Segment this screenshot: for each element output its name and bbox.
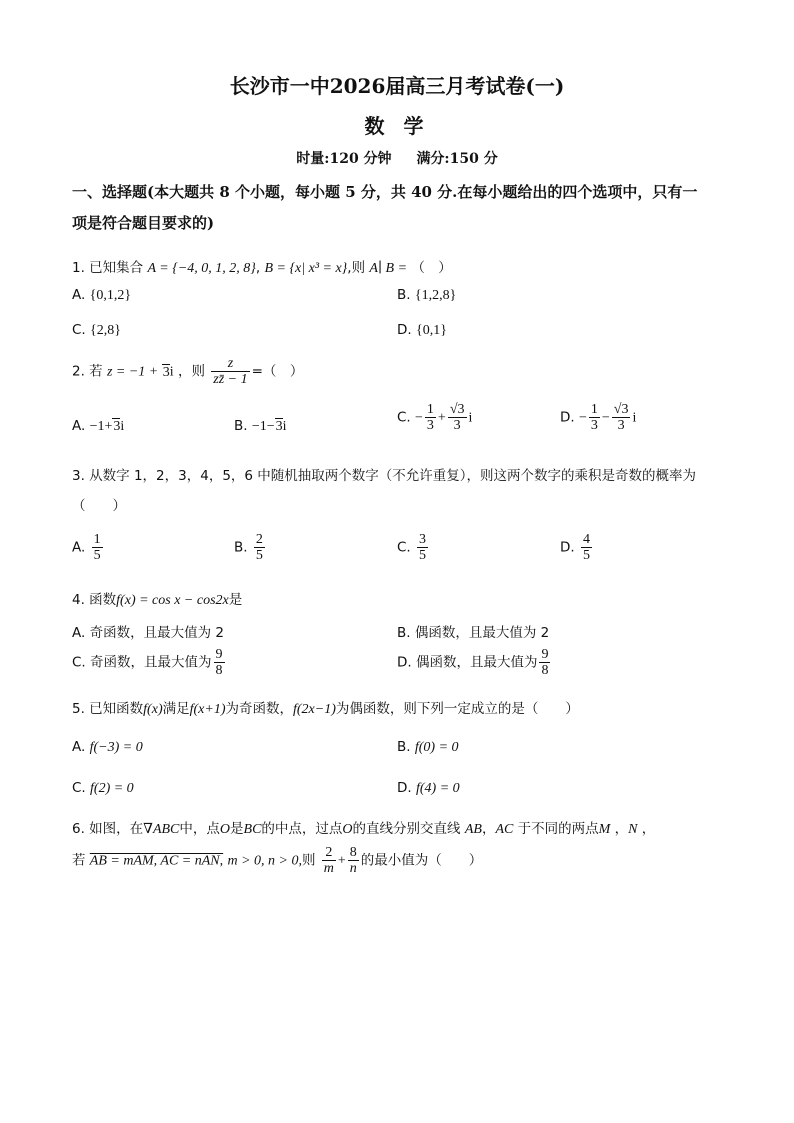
- q1-b-text: {1,2,8}: [414, 288, 457, 303]
- option-label: B.: [397, 287, 411, 303]
- q2-d-sign: −: [578, 410, 587, 426]
- q6-text-a: 中，点: [179, 821, 220, 837]
- option-label: A.: [72, 539, 86, 556]
- option-label: A.: [72, 418, 86, 434]
- question-3-stem-line1: 3. 从数字 1，2，3，4，5，6 中随机抽取两个数字（不允许重复），则这两个数字的乘积是奇数的概率为: [72, 468, 697, 484]
- q2-option-a[interactable]: [72, 418, 124, 435]
- q5-option-b[interactable]: [397, 739, 459, 756]
- frac-den: 8: [215, 663, 223, 678]
- q5-mid1: 满足: [162, 701, 190, 717]
- frac-num: 1: [93, 532, 101, 547]
- q1-sep: ,: [255, 260, 265, 276]
- frac-den: 5: [93, 548, 101, 563]
- q3-b-frac: [254, 532, 265, 563]
- q2-c-frac1: [425, 402, 436, 433]
- frac-den: 8: [541, 663, 549, 678]
- q6-frac2: [348, 845, 359, 876]
- q2-sqrt: 3: [162, 364, 170, 380]
- q5-f: f(x): [143, 702, 163, 717]
- q4-option-c[interactable]: [72, 647, 227, 678]
- q6-positivity: m > 0, n > 0,: [227, 853, 302, 869]
- q2-eq: =（ ）: [251, 363, 304, 380]
- frac-num: 1: [590, 402, 598, 417]
- q6-triangle: ∇ABC: [143, 822, 180, 837]
- q4-func: f(x) = cos x − cos2x: [116, 593, 229, 608]
- frac-den: n: [349, 861, 357, 876]
- frac-num: 3: [419, 532, 427, 547]
- q2-d-minus: −: [601, 410, 610, 426]
- q6-text-d: 的直线分别交直线: [352, 821, 461, 837]
- q4-option-b[interactable]: [397, 621, 549, 641]
- q6-text-e: 于不同的两点: [517, 821, 599, 837]
- q6-if: 若: [72, 852, 86, 869]
- frac-num: 2: [322, 845, 336, 861]
- q5-b-text: f(0) = 0: [414, 740, 459, 755]
- q5-c-text: f(2) = 0: [90, 781, 134, 796]
- q1-paren: （ ）: [411, 260, 452, 276]
- full-score: 满分:150 分: [416, 151, 498, 167]
- q3-option-b[interactable]: [234, 532, 267, 563]
- frac-den: 3: [453, 418, 461, 433]
- q6-frac1: [322, 845, 336, 876]
- q6-text-b: 是: [230, 821, 244, 837]
- q4-d-frac: [539, 647, 550, 678]
- q5-option-c[interactable]: [72, 780, 134, 797]
- q6-end1: ，: [641, 821, 656, 837]
- frac-num: 9: [541, 647, 549, 662]
- q1-set-b: B = {x| x³ = x}: [264, 261, 348, 276]
- frac-den: 3: [426, 418, 434, 433]
- q3-option-a[interactable]: [72, 532, 105, 563]
- q2-option-d[interactable]: [560, 402, 636, 433]
- q2-b-sqrt: 3: [275, 419, 283, 434]
- q1-option-a[interactable]: [72, 287, 131, 304]
- question-4-stem: [72, 588, 242, 609]
- q6-end2: 的最小值为（ ）: [360, 852, 483, 869]
- frac-den: 5: [419, 548, 427, 563]
- question-6-stem-line1: [72, 817, 655, 838]
- q2-then: ，则: [177, 363, 205, 380]
- option-label: B.: [397, 739, 411, 755]
- section-heading-line1: 一、选择题(本大题共 8 个小题，每小题 5 分，共 40 分.在每小题给出的四个选项中，只有一: [72, 183, 698, 201]
- q2-option-c[interactable]: [397, 402, 472, 433]
- q1-option-b[interactable]: [397, 287, 456, 304]
- time-limit: 时量:120 分钟: [296, 151, 392, 167]
- q1-c-text: {2,8}: [90, 323, 121, 338]
- frac-num: √3: [613, 402, 629, 417]
- frac-den: 3: [617, 418, 625, 433]
- q6-point-o-2: O: [342, 822, 353, 837]
- option-label: D.: [397, 780, 412, 796]
- option-label: A.: [72, 739, 86, 755]
- frac-num: 4: [582, 532, 590, 547]
- q1-option-d[interactable]: [397, 322, 447, 339]
- q1-set-a: A = {−4, 0, 1, 2, 8}: [147, 261, 256, 276]
- q1-expr: A∣ B =: [369, 261, 408, 276]
- q4-c-frac: [214, 647, 225, 678]
- option-label: D.: [560, 409, 575, 426]
- option-label: B.: [397, 625, 411, 641]
- q1-d-text: {0,1}: [415, 323, 447, 338]
- q2-c-plus: +: [437, 410, 446, 426]
- q1-a-text: {0,1,2}: [89, 288, 132, 303]
- q4-a-text: 奇函数，且最大值为 2: [89, 625, 224, 641]
- question-2-stem: [72, 356, 303, 387]
- q4-option-d[interactable]: [397, 647, 552, 678]
- q4-option-a[interactable]: [72, 621, 224, 641]
- q4-d-text: 偶函数，且最大值为: [415, 654, 538, 671]
- q2-a-i: i: [120, 419, 125, 434]
- question-3-stem-line2: （ ）: [72, 498, 126, 514]
- q1-suffix: ,则: [347, 260, 366, 276]
- q5-option-d[interactable]: [397, 780, 460, 797]
- q5-d-text: f(4) = 0: [415, 781, 460, 796]
- q6-plus: +: [337, 853, 346, 869]
- q5-f1: f(x+1): [189, 702, 226, 717]
- option-label: C.: [397, 409, 411, 426]
- option-label: C.: [72, 322, 86, 338]
- section-heading-line2: 项是符合题目要求的): [72, 214, 215, 232]
- frac-den: 5: [582, 548, 590, 563]
- q1-prefix: 1. 已知集合: [72, 260, 144, 276]
- q5-option-a[interactable]: [72, 739, 143, 756]
- option-label: C.: [72, 780, 86, 796]
- q6-then: 则: [301, 852, 316, 869]
- frac-num: 9: [215, 647, 223, 662]
- option-label: A.: [72, 287, 86, 303]
- frac-num: 8: [349, 845, 357, 860]
- option-label: C.: [397, 539, 411, 556]
- frac-den: 3: [590, 418, 598, 433]
- q5-prefix: 5. 已知函数: [72, 701, 144, 717]
- subject-title: 数 学: [364, 114, 430, 138]
- q2-fraction: [211, 356, 249, 387]
- q6-m: M: [598, 822, 611, 837]
- frac-num: 2: [255, 532, 263, 547]
- q6-point-o: O: [219, 822, 231, 837]
- q2-b-text: −1−: [251, 419, 275, 434]
- exam-info: [0, 148, 794, 168]
- q2-z: z = −1 +: [106, 364, 162, 380]
- question-5-stem: [72, 697, 579, 718]
- frac-den: m: [323, 861, 334, 876]
- q6-comma-2: ，: [614, 821, 629, 837]
- option-label: B.: [234, 418, 248, 434]
- option-label: A.: [72, 625, 86, 641]
- q2-i: i: [169, 364, 174, 380]
- q3-d-frac: [581, 532, 592, 563]
- q2-d-i: i: [632, 410, 637, 426]
- q5-a-text: f(−3) = 0: [89, 740, 143, 755]
- q6-ac: AC: [495, 822, 514, 837]
- q6-n: N: [628, 822, 638, 837]
- q2-c-frac2: [448, 402, 467, 433]
- q6-prefix: 6. 如图，在: [72, 821, 144, 837]
- q2-prefix: 2. 若: [72, 363, 103, 380]
- q2-a-text: −1+: [89, 419, 113, 434]
- q3-option-d[interactable]: [560, 532, 594, 563]
- q3-c-frac: [417, 532, 428, 563]
- q6-comma: ，: [481, 821, 496, 837]
- q4-c-text: 奇函数，且最大值为: [90, 654, 212, 671]
- option-label: D.: [397, 654, 412, 671]
- q2-c-sign: −: [415, 410, 423, 426]
- q6-bc: BC: [243, 822, 262, 837]
- frac-num: 1: [426, 402, 434, 417]
- q3-option-c[interactable]: [397, 532, 430, 563]
- q2-b-i: i: [282, 419, 287, 434]
- question-1-stem: [72, 256, 452, 277]
- q2-d-frac2: [612, 402, 631, 433]
- exam-title: 长沙市一中2026届高三月考试卷(一): [229, 74, 565, 98]
- q5-f2: f(2x−1): [292, 702, 336, 717]
- q4-b-text: 偶函数，且最大值为 2: [414, 625, 550, 641]
- option-label: C.: [72, 654, 86, 671]
- q6-text-c: 的中点，过点: [261, 821, 343, 837]
- q2-c-i: i: [468, 410, 473, 426]
- option-label: D.: [397, 322, 412, 338]
- q4-prefix: 4. 函数: [72, 592, 117, 608]
- q2-a-sqrt: 3: [113, 419, 121, 434]
- q6-ab: AB: [464, 822, 482, 837]
- option-label: B.: [234, 539, 248, 556]
- q5-mid2: 为奇函数，: [225, 701, 293, 717]
- q1-option-c[interactable]: [72, 322, 121, 339]
- q2-option-b[interactable]: [234, 418, 287, 435]
- option-label: D.: [560, 539, 575, 556]
- frac-den: 5: [255, 548, 263, 563]
- q2-frac-num: z: [211, 356, 249, 372]
- q4-suffix: 是: [228, 592, 243, 608]
- q2-d-frac1: [589, 402, 600, 433]
- question-6-stem-line2: [72, 845, 482, 876]
- q3-a-frac: [92, 532, 103, 563]
- q6-vector-condition: AB = mAM, AC = nAN,: [89, 853, 224, 869]
- q2-frac-den: zz̄ − 1: [213, 372, 248, 387]
- frac-num: √3: [449, 402, 465, 417]
- q5-mid3: 为偶函数，则下列一定成立的是（ ）: [335, 701, 579, 717]
